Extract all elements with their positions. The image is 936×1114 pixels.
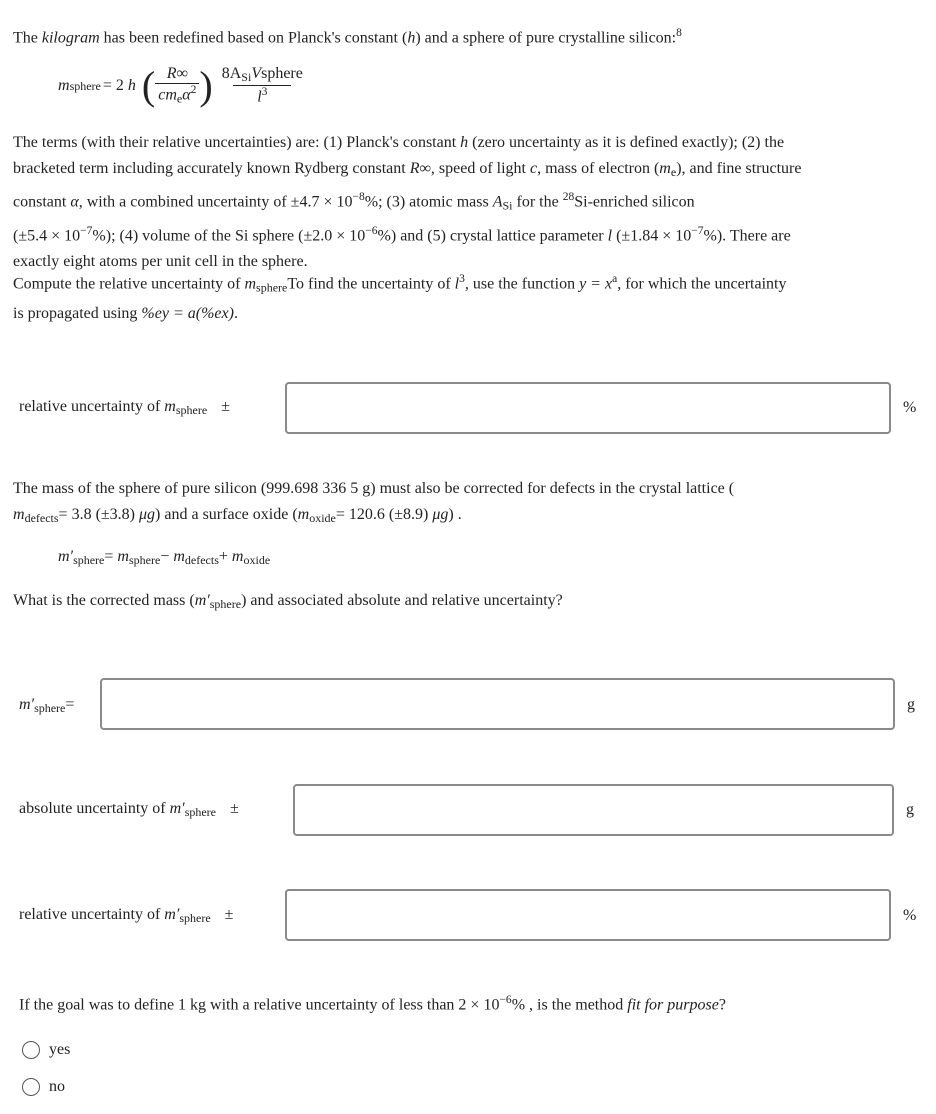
percent-unit: % [903, 907, 917, 924]
corrected-mass-input[interactable] [100, 678, 895, 730]
radio-yes[interactable] [22, 1041, 40, 1059]
relative-uncertainty-sphere-input[interactable] [285, 382, 891, 434]
percent-unit: % [903, 399, 917, 416]
option-yes-label: yes [49, 1041, 71, 1058]
relative-uncertainty-corrected-input[interactable] [285, 889, 891, 941]
q2-label: $m'_{sphere}=$ [19, 696, 75, 715]
compute-instructions: Compute the relative uncertainty of $m_{sphere}To$ find the uncertainty of $l^3$, use the function $y = x^a$, for which the uncertainty is propagated using %ey = a(%ex). [13, 273, 787, 322]
q3-label: absolute uncertainty of $m'_{sphere}$ ± [19, 800, 239, 819]
intro-text: The kilogram has been redefined based on Planck's constant (h) and a sphere of pure crystalline silicon:$^8$ [13, 27, 682, 47]
q1-label: relative uncertainty of $m_{sphere}$ ± [19, 398, 230, 417]
option-no-label: no [49, 1078, 65, 1095]
terms-paragraph: The terms (with their relative uncertainties) are: (1) Planck's constant h (zero uncertainty as it is defined exactly); (2) the bracketed term including accurately known Rydberg constant R∞, speed of light c, mass of electron $(m_e)$, and fine structure constant α, with a combined uncertainty of $\pm 4.7 \times 10^{-8}\%$; (3) atomic mass $A_{Si}$ for the $^{28}$Si-enriched silicon $(\pm 5.4 \times 10^{-7}\%)$; (4) volume of the Si sphere $(\pm 2.0 \times 10^{-6}\%)$ and (5) crystal lattice parameter l $(\pm 1.84 \times 10^{-7}\%)$. There are exactly eight atoms per unit cell in the sphere. [13, 134, 802, 270]
corrected-mass-formula: $m'_{sphere}= m_{sphere}- m_{defects}+ m_{oxide}$ [58, 548, 271, 567]
gram-unit: g [907, 696, 915, 713]
option-no[interactable] [22, 1078, 65, 1096]
gram-unit: g [906, 801, 914, 818]
corrected-mass-question: What is the corrected mass $(m'_{sphere})$ and associated absolute and relative uncertainty? [13, 592, 563, 611]
absolute-uncertainty-input[interactable] [293, 784, 894, 836]
q4-label: relative uncertainty of $m'_{sphere}$ ± [19, 906, 234, 925]
fit-for-purpose-question: If the goal was to define 1 kg with a relative uncertainty of less than $2 \times 10^{-6}\%$ , is the method fit for purpose? [19, 994, 726, 1014]
option-yes[interactable] [22, 1041, 70, 1059]
bracketed-fraction: $\frac{R\infty}{cm_e\alpha^2}$ [155, 65, 199, 106]
mass-correction-paragraph: The mass of the sphere of pure silicon (999.698 336 5 g) must also be corrected for defects in the crystal lattice ( $m_{defects}= 3.8$ (±3.8) μg) and a surface oxide ($m_{oxide}= 120.6$ (±8.9) μg) . [13, 480, 735, 525]
radio-no[interactable] [22, 1078, 40, 1096]
footnote-marker: 8 [676, 27, 682, 39]
atomic-fraction: $\frac{8A_{Si}Vsphere}{l^3}$ [221, 65, 303, 106]
kilogram-formula: m sphere = 2 h ( $\frac{R\infty}{cm_e\alpha^2}$ ) $\frac{8A_{Si}Vsphere}{l^3}$ [58, 62, 306, 110]
